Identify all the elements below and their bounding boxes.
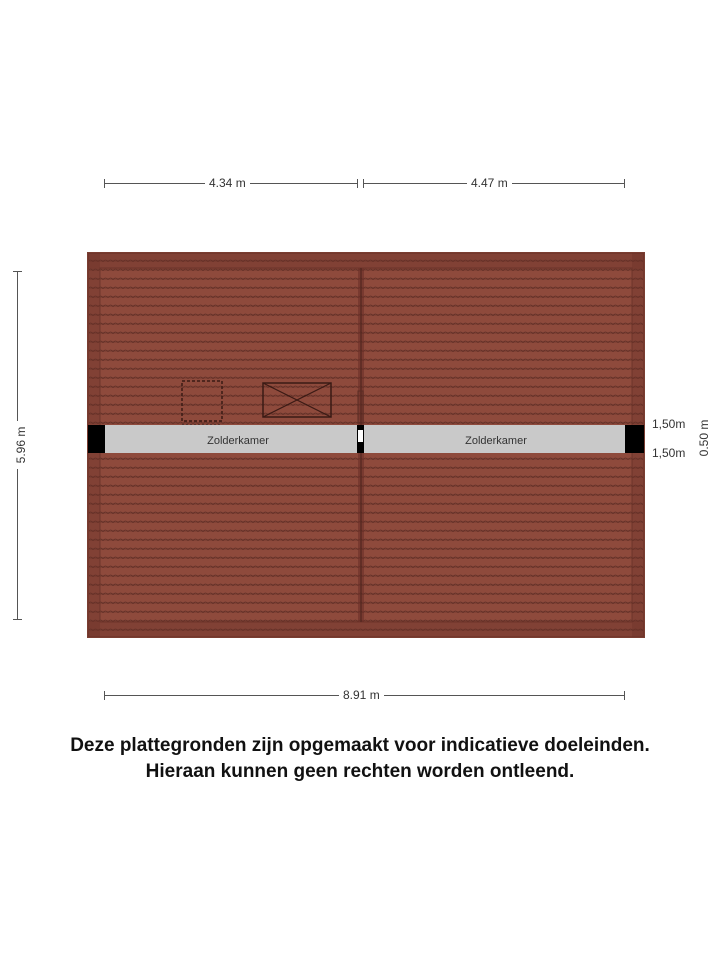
room-label-right: Zolderkamer [465, 435, 527, 447]
disclaimer-line-1: Deze plattegronden zijn opgemaakt voor indicatieve doeleinden. [70, 735, 650, 756]
top-dimension-right-label: 4.47 m [467, 176, 512, 190]
disclaimer-line-2: Hieraan kunnen geen rechten worden ontleend. [145, 761, 575, 782]
bottom-dimension-label: 8.91 m [339, 688, 384, 702]
wall-right [625, 425, 644, 453]
right-dimension-upper-label: 1,50m [652, 417, 686, 431]
left-dimension-label: 5.96 m [14, 421, 28, 469]
wall-left [88, 425, 105, 453]
top-dimension-left-label: 4.34 m [205, 176, 250, 190]
room-label-left: Zolderkamer [207, 435, 269, 447]
floor-strip [105, 425, 625, 453]
right-dimension-height-label: 0.50 m [697, 419, 711, 457]
right-dimension-lower-label: 1,50m [652, 446, 686, 460]
